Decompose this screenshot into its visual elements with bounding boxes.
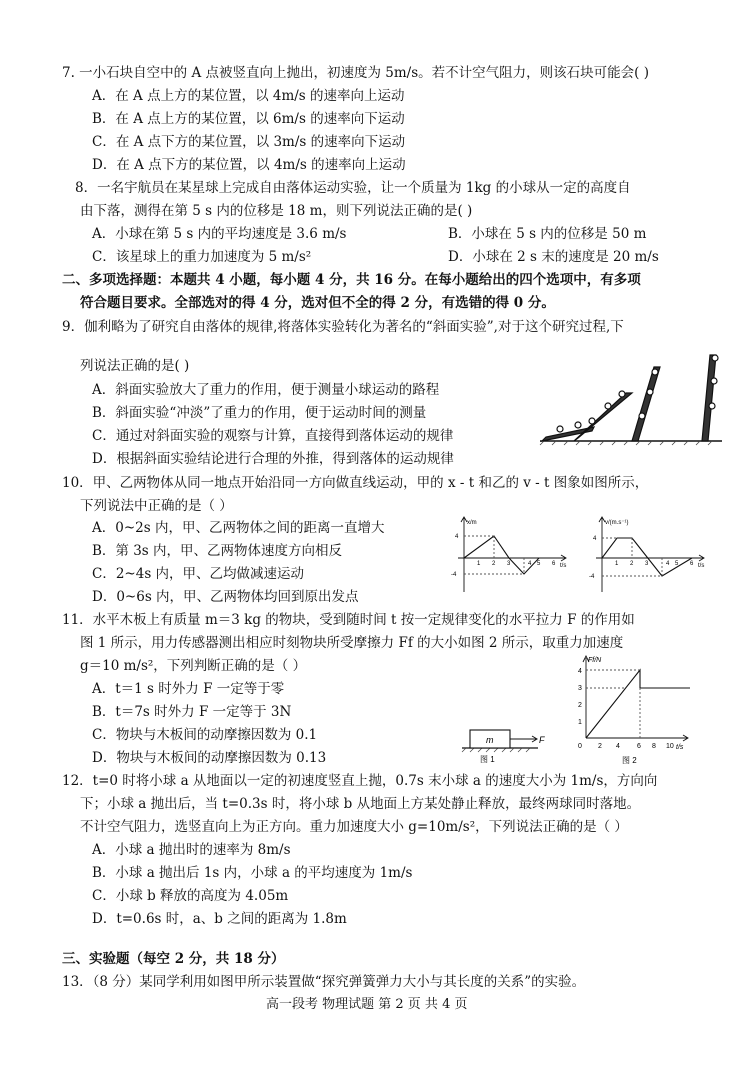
q11-fig2-caption: 图 2 [622,756,637,765]
q12-stem-line3: 不计空气阻力，选竖直向上为正方向。重力加速度大小 g=10m/s²，下列说法正确的是（ ） [80,819,628,835]
q11-stem-line3: g＝10 m/s²，下列判断正确的是（ ） [80,658,307,674]
q10-right-xtick: 3 [645,561,649,567]
q8-stem-line1: 8．一名宇航员在某星球上完成自由落体运动实验，让一个质量为 1kg 的小球从一定的高度自 [75,180,631,196]
q11-stem-line1: 11．水平木板上有质量 m＝3 kg 的物块，受到随时间 t 按一定规律变化的水平拉力 F 的作用如 [62,612,635,628]
q10-right-xtick: 5 [675,561,679,567]
q11-fig2-ylabel: Ff/N [588,657,602,664]
q10-right-ytick-pos: 4 [593,536,597,542]
q10-right-xtick: 1 [615,561,619,567]
q11-option-a: A．t＝1 s 时外力 F 一定等于零 [92,681,285,697]
q13-stem: 13．（8 分）某同学利用如图甲所示装置做“探究弹簧弹力大小与其长度的关系”的实验。 [62,974,586,990]
q7-stem: 7. 一小石块自空中的 A 点被竖直向上抛出，初速度为 5m/s。若不计空气阻力，则该石块可能会( ) [62,65,649,81]
q9-stem-line1: 9．伽利略为了研究自由落体的规律,将落体实验转化为著名的“斜面实验”,对于这个研究过程,下 [62,319,624,335]
q9-option-a: A．斜面实验放大了重力的作用，便于测量小球运动的路程 [92,382,440,398]
q11-option-c: C．物块与木板间的动摩擦因数为 0.1 [92,727,318,743]
q7-option-b: B．在 A 点上方的某位置，以 6m/s 的速率向下运动 [92,111,405,127]
q10-left-xlabel: t/s [560,563,567,569]
q11-fig1-caption: 图 1 [480,755,495,764]
q11-option-d: D．物块与木板间的动摩擦因数为 0.13 [92,750,327,766]
q11-fig2-xtick: 8 [652,743,656,750]
q10-xt-graph [448,514,574,598]
q9-incline-figure [512,345,726,447]
section3-heading: 三、实验题（每空 2 分，共 18 分） [62,951,285,967]
page-footer: 高一段考 物理试题 第 2 页 共 4 页 [266,997,468,1012]
q11-fig2-ytick: 4 [578,668,582,675]
q11-fig2-ytick: 2 [578,702,582,709]
q11-block-label: m [486,735,494,745]
q12-stem-line1: 12．t=0 时将小球 a 从地面以一定的初速度竖直上抛，0.7s 末小球 a 的速度大小为 1m/s，方向向 [62,773,658,789]
q11-fig2-xtick: 4 [616,743,620,750]
q12-option-d: D．t=0.6s 时，a、b 之间的距离为 1.8m [92,911,347,927]
q11-option-b: B．t＝7s 时外力 F 一定等于 3N [92,704,292,720]
q12-option-b: B．小球 a 抛出后 1s 内，小球 a 的平均速度为 1m/s [92,865,413,881]
q7-option-d: D．在 A 点下方的某位置，以 4m/s 的速率向上运动 [92,157,406,173]
q8-option-c: C．该星球上的重力加速度为 5 m/s² [92,249,312,265]
q11-fig2-ytick: 3 [578,685,582,692]
q12-option-c: C．小球 b 释放的高度为 4.05m [92,888,289,904]
q8-stem-line2: 由下落，测得在第 5 s 内的位移是 18 m，则下列说法正确的是( ) [80,203,473,219]
q10-left-xtick: 1 [477,561,481,567]
q8-option-b: B．小球在 5 s 内的位移是 50 m [448,226,647,242]
q10-left-xtick: 4 [528,561,532,567]
q10-option-d: D．0~6s 内，甲、乙两物体均回到原出发点 [92,589,359,605]
q11-fig2-origin: 0 [578,743,582,750]
q11-fig2-xlabel: t/s [676,744,684,751]
q7-option-a: A．在 A 点上方的某位置，以 4m/s 的速率向上运动 [92,88,405,104]
q9-stem-line2: 列说法正确的是( ) [80,358,190,374]
q11-fig2-xtick: 6 [637,743,641,750]
q10-right-xtick: 4 [666,561,670,567]
q10-left-xtick: 3 [507,561,511,567]
q11-figure2-friction-graph [566,652,694,766]
q11-stem-line2: 图 1 所示，用力传感器测出相应时刻物块所受摩擦力 Ff 的大小如图 2 所示，取重力加速度 [80,635,624,651]
q11-fig2-xtick: 10 [666,743,674,750]
q10-option-b: B．第 3s 内，甲、乙两物体速度方向相反 [92,543,343,559]
q10-left-ytick-pos: 4 [455,534,459,540]
q11-figure1-block-on-board [458,712,554,764]
section2-heading: 二、多项选择题：本题共 4 小题，每小题 4 分，共 16 分。在每小题给出的四个选项中，有多项 [62,272,641,288]
q10-option-a: A．0~2s 内，甲、乙两物体之间的距离一直增大 [92,520,385,536]
q10-left-ytick-neg: -4 [451,572,457,578]
q7-option-c: C．在 A 点下方的某位置，以 3m/s 的速率向下运动 [92,134,406,150]
q10-left-xtick: 6 [552,561,556,567]
q12-option-a: A．小球 a 抛出时的速率为 8m/s [92,842,291,858]
q10-right-ytick-neg: -4 [589,574,595,580]
section2-heading-cont: 符合题目要求。全部选对的得 4 分，选对但不全的得 2 分，有选错的得 0 分。 [80,295,555,311]
q10-right-xtick: 2 [630,561,634,567]
q10-stem-line2: 下列说法中正确的是（ ） [80,498,233,514]
q11-fig2-xtick: 2 [598,743,602,750]
q10-right-xlabel: t/s [698,563,705,569]
q9-option-b: B．斜面实验“冲淡”了重力的作用，便于运动时间的测量 [92,405,427,421]
q10-right-ylabel: v/(m.s⁻¹) [605,520,629,526]
q8-option-d: D．小球在 2 s 末的速度是 20 m/s [448,249,659,265]
q10-right-xtick: 6 [690,561,694,567]
q9-option-d: D．根据斜面实验结论进行合理的外推，得到落体的运动规律 [92,451,454,467]
q10-left-xtick: 2 [492,561,496,567]
q12-stem-line2: 下；小球 a 抛出后，当 t=0.3s 时，将小球 b 从地面上方某处静止释放，最终两球同时落地。 [80,796,641,812]
q8-option-a: A．小球在第 5 s 内的平均速度是 3.6 m/s [92,226,347,242]
q10-stem-line1: 10．甲、乙两物体从同一地点开始沿同一方向做直线运动，甲的 x - t 和乙的 v - t 图象如图所示， [62,475,649,491]
q10-left-xtick: 5 [537,561,541,567]
q10-vt-graph [586,514,712,598]
q11-fig2-ytick: 1 [578,719,582,726]
q10-left-ylabel: x/m [467,520,477,526]
q9-option-c: C．通过对斜面实验的观察与计算，直接得到落体运动的规律 [92,428,454,444]
q11-force-label: F [539,735,545,745]
q10-option-c: C．2~4s 内，甲、乙均做减速运动 [92,566,305,582]
